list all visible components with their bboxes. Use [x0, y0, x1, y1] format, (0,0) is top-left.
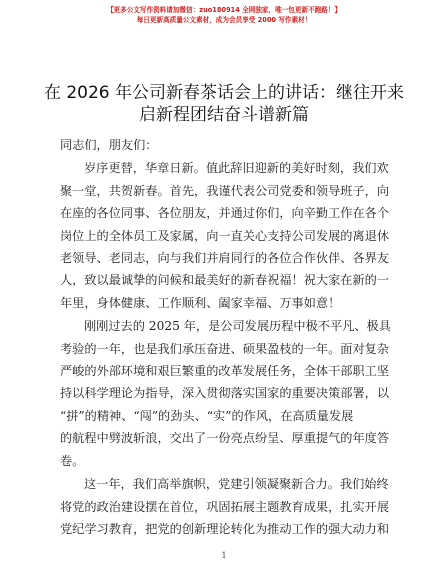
paragraph-line: 的航程中劈波斩浪，交出了一份亮点纷呈、厚重提气的年度答 — [60, 431, 390, 446]
paragraph-line: 岁序更替，华章日新。值此辞旧迎新的美好时刻，我们欢 — [84, 161, 389, 176]
paragraph-1 — [60, 157, 390, 314]
paragraph-line: 将党的政治建设摆在首位，巩固拓展主题教育成果，扎实开展 — [60, 499, 390, 514]
promo-line-2: 每日更新高质量公文素材，成为会员享受 2000 写作素材！ — [136, 16, 312, 24]
paragraph-line: 刚刚过去的 2025 年，是公司发展历程中极不平凡、极具 — [84, 319, 391, 334]
page-number: 1 — [221, 551, 227, 560]
document-title — [40, 82, 408, 126]
paragraph-line: 持以科学理论为指导，深入贯彻落实国家的重要决策部署，以 — [60, 386, 390, 401]
promo-line-1: 【更多公文写作资料请加微信：zuo180914 全网独家，唯一包更新不跑路！】 — [106, 6, 342, 14]
paragraph-2 — [60, 315, 391, 472]
document-body — [60, 134, 391, 541]
greeting: 同志们，朋友们： — [60, 138, 158, 152]
paragraph-line: 这一年，我们高举旗帜，党建引领凝聚新合力。我们始终 — [84, 477, 389, 492]
paragraph-3 — [60, 473, 390, 540]
paragraph-line: 老领导、老同志，向与我们并肩同行的各位合作伙伴、各界友 — [60, 251, 390, 266]
paragraph-line: 人，致以最诚挚的问候和最美好的新春祝福！祝大家在新的一 — [60, 273, 390, 288]
promo-banner — [0, 5, 448, 25]
paragraph-line: 岗位上的全体员工及家属，向一直关心支持公司发展的离退休 — [60, 228, 390, 243]
paragraph-line: 年里，身体健康、工作顺利、阖家幸福、万事如意！ — [60, 295, 341, 310]
paragraph-line: 严峻的外部环境和艰巨繁重的改革发展任务，全体干部职工坚 — [60, 364, 390, 379]
paragraph-line: 考验的一年，也是我们承压奋进、硕果盈枝的一年。面对复杂 — [60, 341, 390, 356]
paragraph-line: 卷。 — [60, 453, 85, 468]
paragraph-line: 在座的各位同事、各位朋友，并通过你们，向辛勤工作在各个 — [60, 206, 390, 221]
paragraph-line: “拼”的精神、“闯”的劲头、“实”的作风，在高质量发展 — [60, 408, 354, 423]
paragraph-line: 聚一堂，共贺新春。首先，我谨代表公司党委和领导班子，向 — [60, 183, 390, 198]
title-line-1: 在 2026 年公司新春茶话会上的讲话：继往开来 — [43, 83, 405, 103]
title-line-2: 启新程团结奋斗谱新篇 — [139, 105, 309, 125]
paragraph-line: 党纪学习教育，把党的创新理论转化为推动工作的强大动力和 — [60, 521, 390, 536]
